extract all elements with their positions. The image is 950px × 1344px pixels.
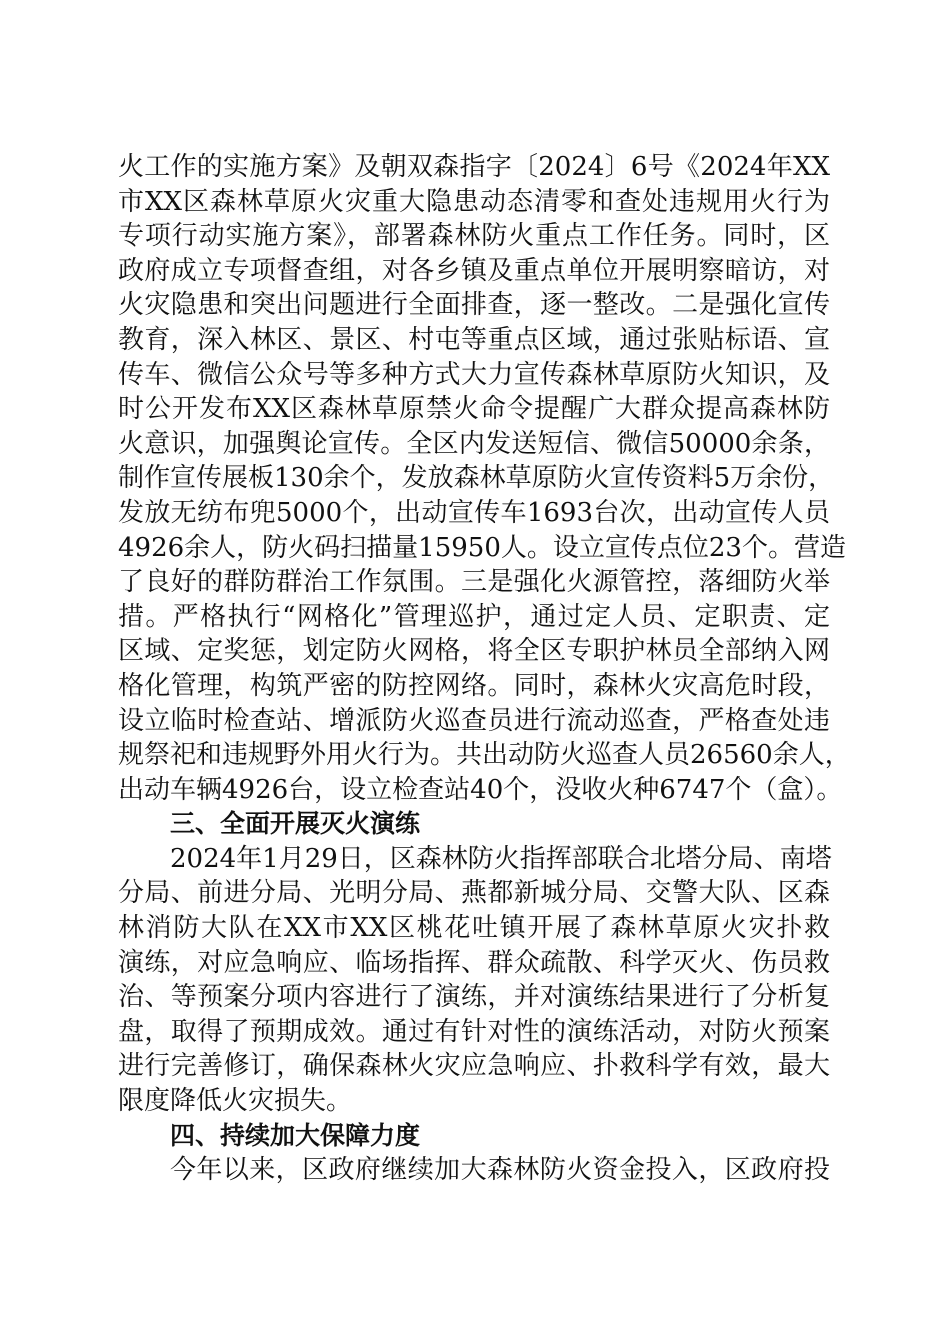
body-line: 发放无纺布兜5000个，出动宣传车1693台次，出动宣传人员 xyxy=(118,497,830,528)
body-line: 格化管理，构筑严密的防控网络。同时，森林火灾高危时段， xyxy=(118,670,830,701)
body-line: 治、等预案分项内容进行了演练，并对演练结果进行了分析复 xyxy=(118,982,830,1013)
body-line: 4926余人，防火码扫描量15950人。设立宣传点位23个。营造 xyxy=(118,532,846,563)
paragraph-start-line: 2024年1月29日，区森林防火指挥部联合北塔分局、南塔 xyxy=(170,843,832,874)
body-line: 时公开发布XX区森林草原禁火命令提醒广大群众提高森林防 xyxy=(118,394,830,425)
body-line: 规祭祀和违规野外用火行为。共出动防火巡查人员26560余人， xyxy=(118,740,851,771)
body-line: 盘，取得了预期成效。通过有针对性的演练活动，对防火预案 xyxy=(118,1016,830,1047)
body-line: 传车、微信公众号等多种方式大力宣传森林草原防火知识，及 xyxy=(118,359,830,390)
body-line: 措。严格执行“网格化”管理巡护，通过定人员、定职责、定 xyxy=(118,601,830,632)
body-line: 火灾隐患和突出问题进行全面排查，逐一整改。二是强化宣传 xyxy=(118,290,830,321)
body-line: 了良好的群防群治工作氛围。三是强化火源管控，落细防火举 xyxy=(118,567,830,598)
body-line: 市XX区森林草原火灾重大隐患动态清零和查处违规用火行为 xyxy=(118,186,830,217)
body-line: 进行完善修订，确保森林火灾应急响应、扑救科学有效，最大 xyxy=(118,1051,830,1082)
body-line: 火工作的实施方案》及朝双森指字〔2024〕6号《2024年XX xyxy=(118,152,830,182)
document-page xyxy=(118,150,851,1188)
body-line: 火意识，加强舆论宣传。全区内发送短信、微信50000余条， xyxy=(118,428,830,459)
paragraph-end-line: 限度降低火灾损失。 xyxy=(118,1086,353,1117)
body-line: 设立临时检查站、增派防火巡查员进行流动巡查，严格查处违 xyxy=(118,705,830,736)
body-line: 制作宣传展板130余个，发放森林草原防火宣传资料5万余份， xyxy=(118,463,835,494)
body-line: 演练，对应急响应、临场指挥、群众疏散、科学灭火、伤员救 xyxy=(118,947,830,978)
body-line: 教育，深入林区、景区、村屯等重点区域，通过张贴标语、宣 xyxy=(118,324,830,355)
body-line: 政府成立专项督查组，对各乡镇及重点单位开展明察暗访，对 xyxy=(118,255,830,286)
body-line: 专项行动实施方案》，部署森林防火重点工作任务。同时，区 xyxy=(118,221,830,252)
body-line: 区域、定奖惩，划定防火网格，将全区专职护林员全部纳入网 xyxy=(118,636,830,667)
body-line: 分局、前进分局、光明分局、燕都新城分局、交警大队、区森 xyxy=(118,878,830,909)
paragraph-end-line: 出动车辆4926台，设立检查站40个，没收火种6747个（盒）。 xyxy=(118,774,843,805)
section-heading-4: 四、持续加大保障力度 xyxy=(170,1120,421,1150)
section-heading-3: 三、全面开展灭火演练 xyxy=(170,809,421,839)
paragraph-start-line: 今年以来，区政府继续加大森林防火资金投入，区政府投 xyxy=(170,1155,830,1186)
body-line: 林消防大队在XX市XX区桃花吐镇开展了森林草原火灾扑救 xyxy=(118,913,830,944)
